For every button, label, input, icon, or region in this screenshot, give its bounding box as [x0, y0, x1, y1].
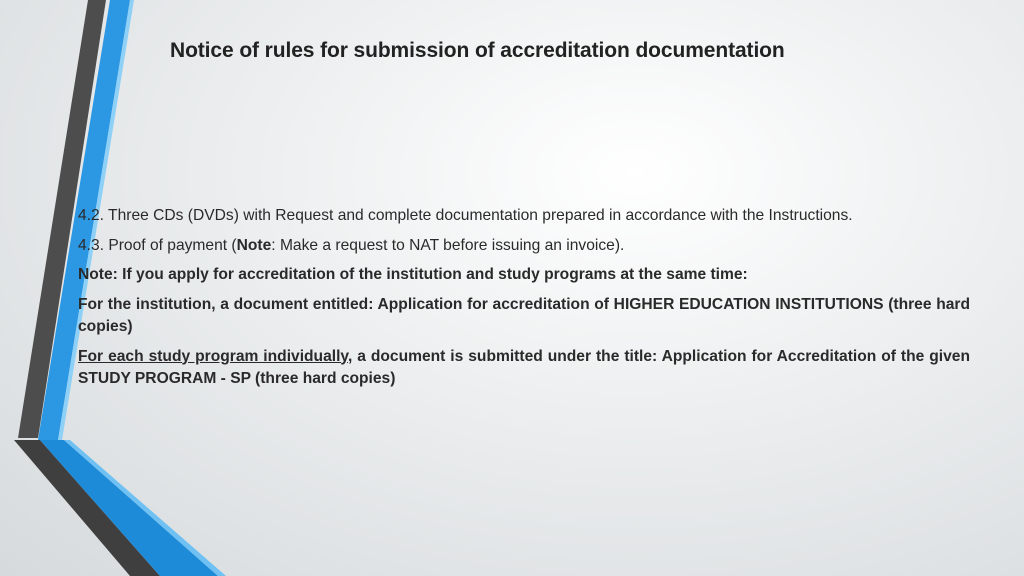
item-payment-note: Note	[236, 236, 272, 254]
note-heading-text: Note: If you apply for accreditation of the institution and study programs at the same time:	[78, 266, 748, 283]
item-payment-prefix: 4.3. Proof of payment (	[78, 236, 237, 254]
note-heading	[78, 264, 970, 287]
item-cds	[78, 205, 970, 228]
item-cds-text: 4.2. Three CDs (DVDs) with Request and complete documentation prepared in accordance with the Instructions.	[78, 207, 853, 224]
item-study-program-underlined: For each study program individually	[78, 347, 348, 365]
slide-content	[78, 205, 970, 398]
item-study-program	[78, 346, 970, 391]
item-institution-text: For the institution, a document entitled: Application for accreditation of HIGHER EDUCATION INSTITUTIONS (three hard copies)	[78, 295, 970, 335]
item-payment-suffix: : Make a request to NAT before issuing an invoice).	[271, 236, 625, 254]
slide-title: Notice of rules for submission of accreditation documentation	[170, 39, 785, 62]
item-institution	[78, 294, 970, 339]
item-study-program-rest: , a document is submitted under the title: Application for Accreditation of the given STUDY PROGRAM - SP (three hard copies)	[78, 347, 970, 387]
item-payment	[78, 235, 970, 258]
